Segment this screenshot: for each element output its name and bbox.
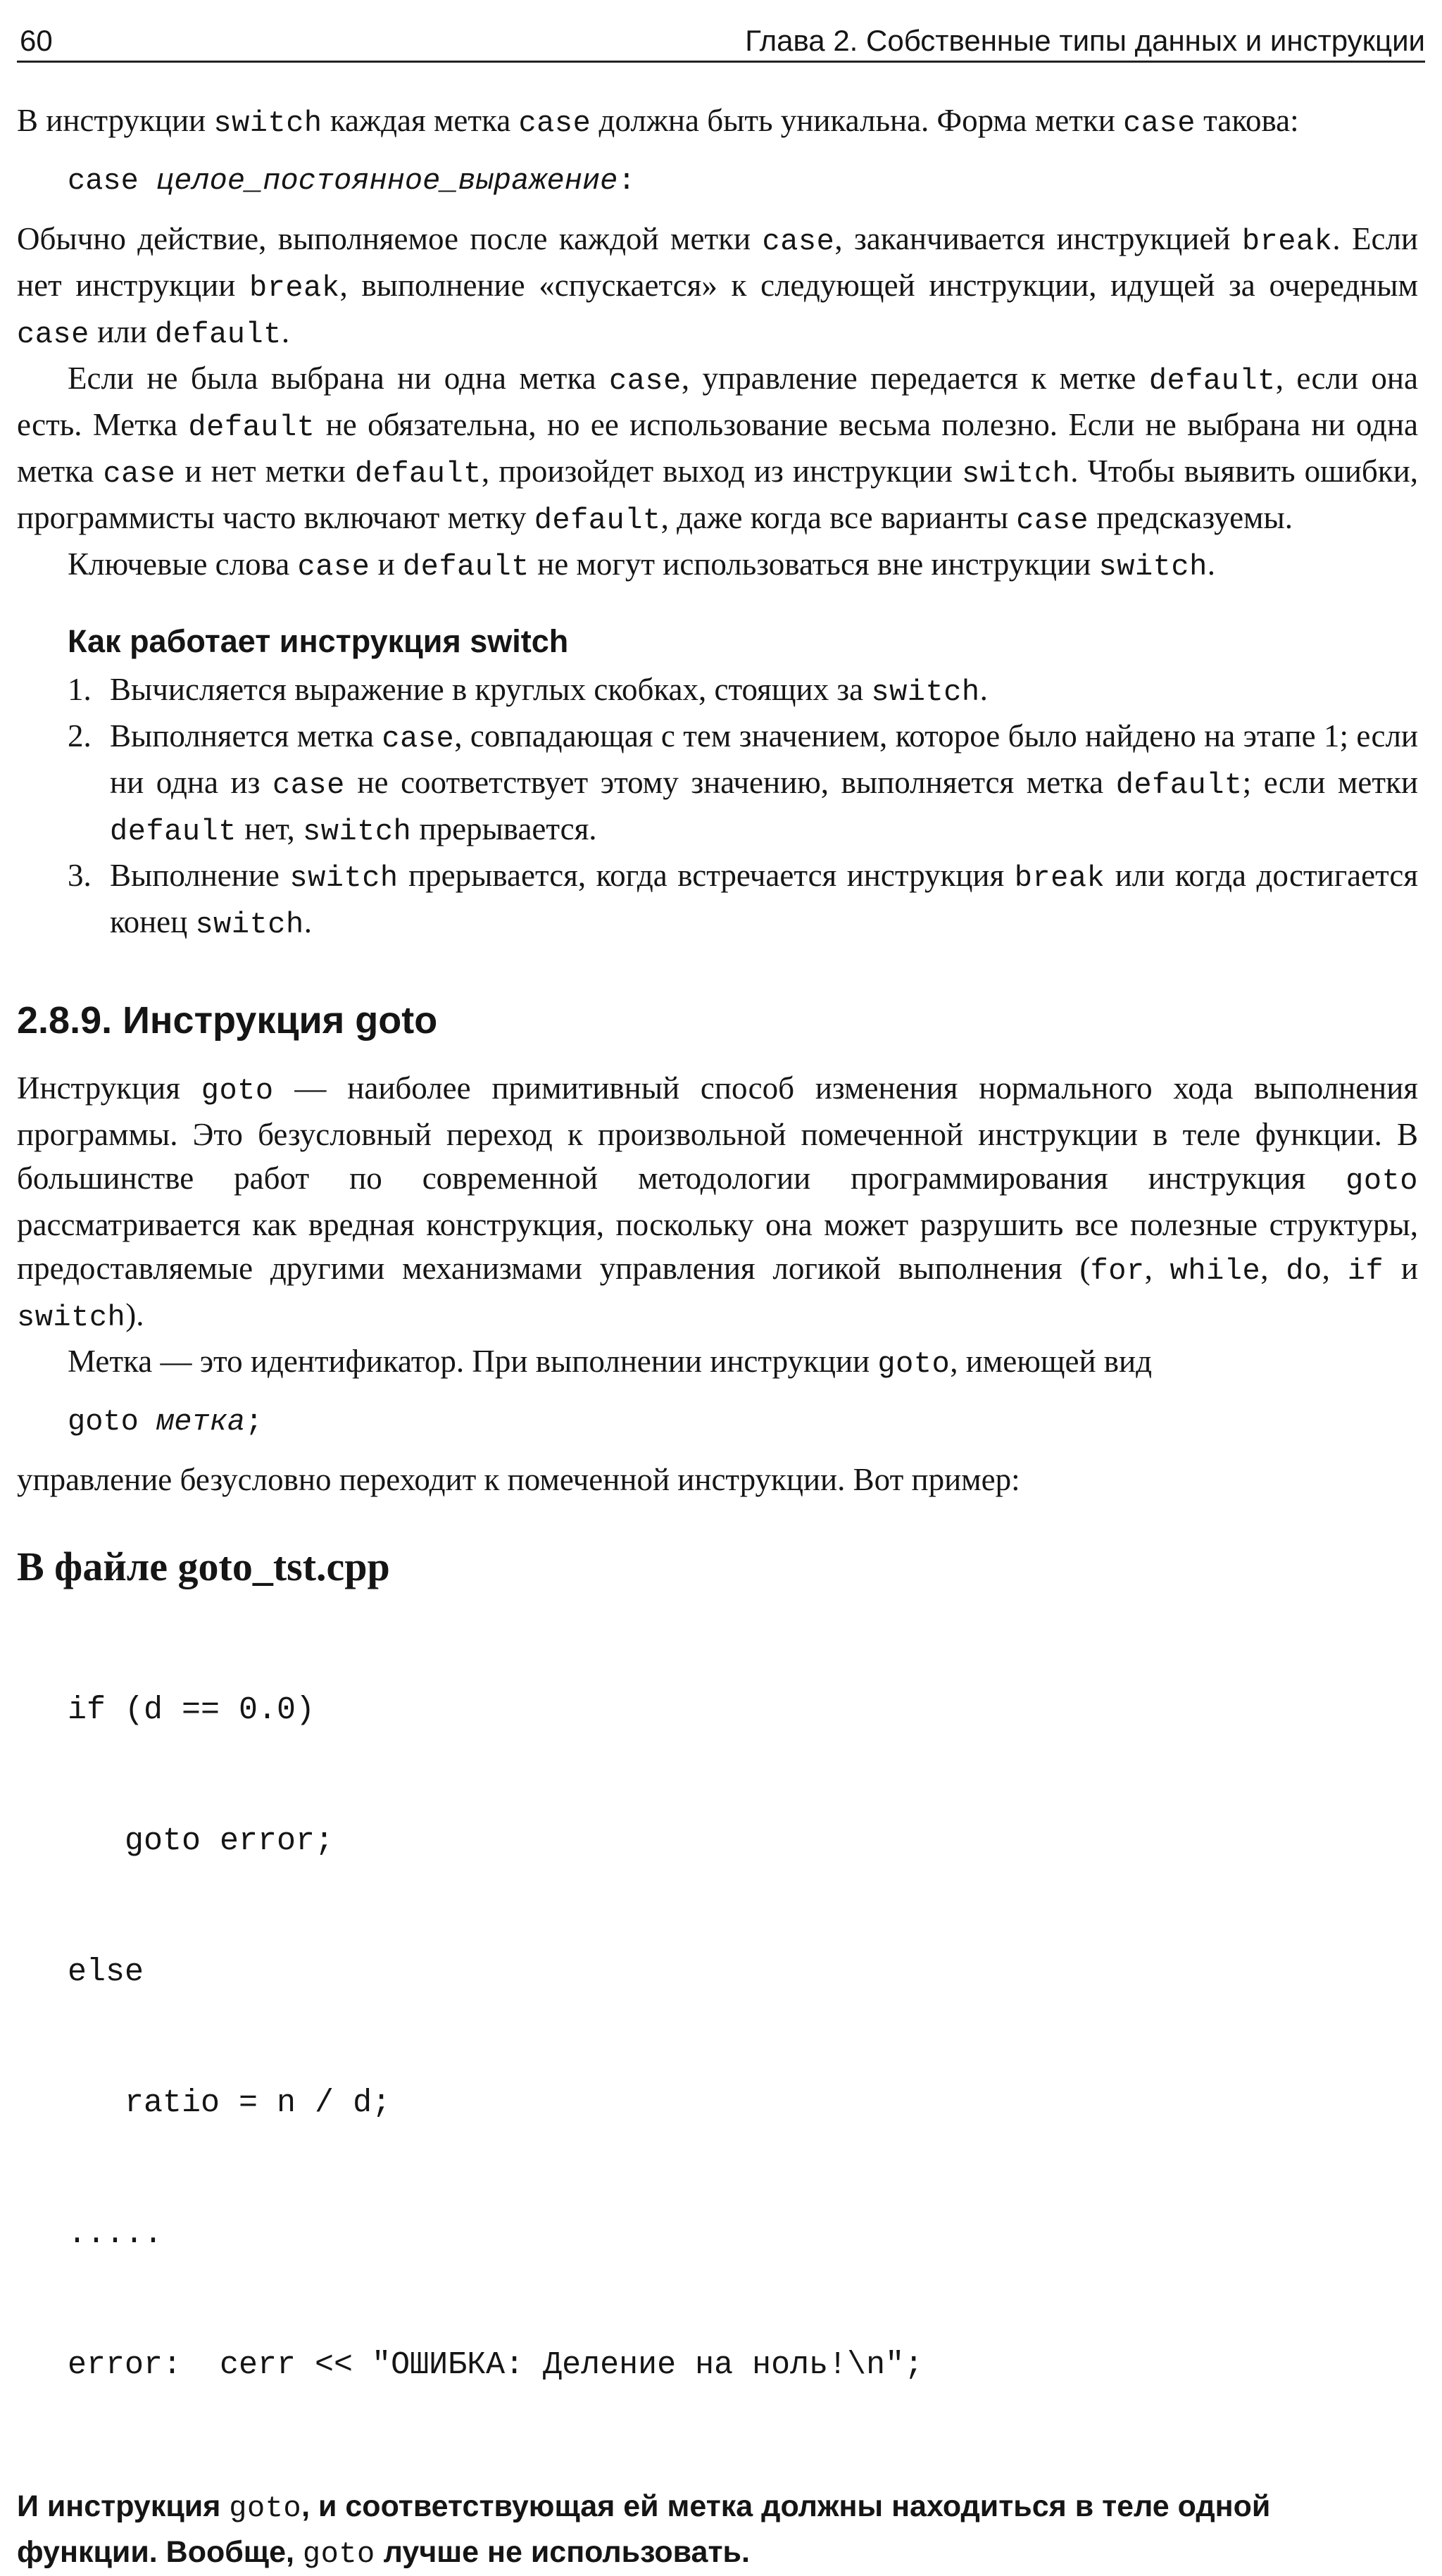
paragraph-goto-intro: Инструкция goto — наиболее примитивный способ изменения нормального хода выполнения программы. Это безусловный переход к произвольной помеченной инструкции в теле функции. В большинстве работ по современной методологии программирования инструкция goto рассматривается как вредная конструкция, поскольку она может разрушить все полезные структуры, предоставляемые другими механизмами управления логикой выполнения (for, while, do, if и switch).	[17, 1070, 1418, 1334]
page-content	[17, 99, 1418, 2576]
paragraph-label: Метка — это идентификатор. При выполнении инструкции goto, имеющей вид	[68, 1344, 1153, 1381]
code-line: goto error;	[68, 1823, 334, 1859]
how-switch-works-heading: Как работает инструкция switch	[68, 623, 569, 659]
paragraph-case-unique: В инструкции switch каждая метка case должна быть уникальна. Форма метки case такова:	[17, 103, 1299, 140]
section-heading-goto: 2.8.9. Инструкция goto	[17, 999, 438, 1042]
file-heading: В файле goto_tst.cpp	[17, 1544, 390, 1589]
switch-steps-list	[17, 668, 1418, 946]
list-item: 3. Выполнение switch прерывается, когда встречается инструкция break или когда достигается конец switch.	[68, 858, 1418, 942]
goto-form-code: goto метка;	[68, 1405, 263, 1439]
list-item: 2. Выполняется метка case, совпадающая с тем значением, которое было найдено на этапе 1; если ни одна из case не соответствует этому значению, выполняется метка default; если метки default нет, switch прерывается.	[68, 718, 1418, 849]
paragraph-final-note: И инструкция goto, и соответствующая ей метка должны находиться в теле одной функции. Вообще, goto лучше не использовать.	[17, 2489, 1271, 2571]
code-example	[68, 1601, 1418, 2475]
page-number: 60	[20, 24, 53, 57]
case-form-code: case целое_постоянное_выражение:	[68, 164, 636, 198]
paragraph-keywords: Ключевые слова case и default не могут использоваться вне инструкции switch.	[68, 546, 1216, 584]
code-line: error: cerr << "ОШИБКА: Деление на ноль!\n";	[68, 2347, 924, 2383]
paragraph-example-intro: управление безусловно переходит к помеченной инструкции. Вот пример:	[17, 1462, 1020, 1497]
code-line: if (d == 0.0)	[68, 1692, 315, 1728]
code-line: else	[68, 1954, 144, 1990]
chapter-title: Глава 2. Собственные типы данных и инструкции	[745, 24, 1425, 57]
code-line: .....	[68, 2216, 163, 2252]
list-item: 1. Вычисляется выражение в круглых скобках, стоящих за switch.	[68, 672, 988, 709]
code-line: ratio = n / d;	[68, 2085, 391, 2121]
page-header	[17, 21, 1425, 63]
paragraph-default: Если не была выбрана ни одна метка case, управление передается к метке default, если она есть. Метка default не обязательна, но ее использование весьма полезно. Если не выбрана ни одна метка case и нет метки default, произойдет выход из инструкции switch. Чтобы выявить ошибки, программисты часто включают метку default, даже когда все варианты case предсказуемы.	[17, 361, 1418, 537]
paragraph-break: Обычно действие, выполняемое после каждой метки case, заканчивается инструкцией break. Если нет инструкции break, выполнение «спускается» к следующей инструкции, идущей за очередным case или default.	[17, 221, 1418, 351]
